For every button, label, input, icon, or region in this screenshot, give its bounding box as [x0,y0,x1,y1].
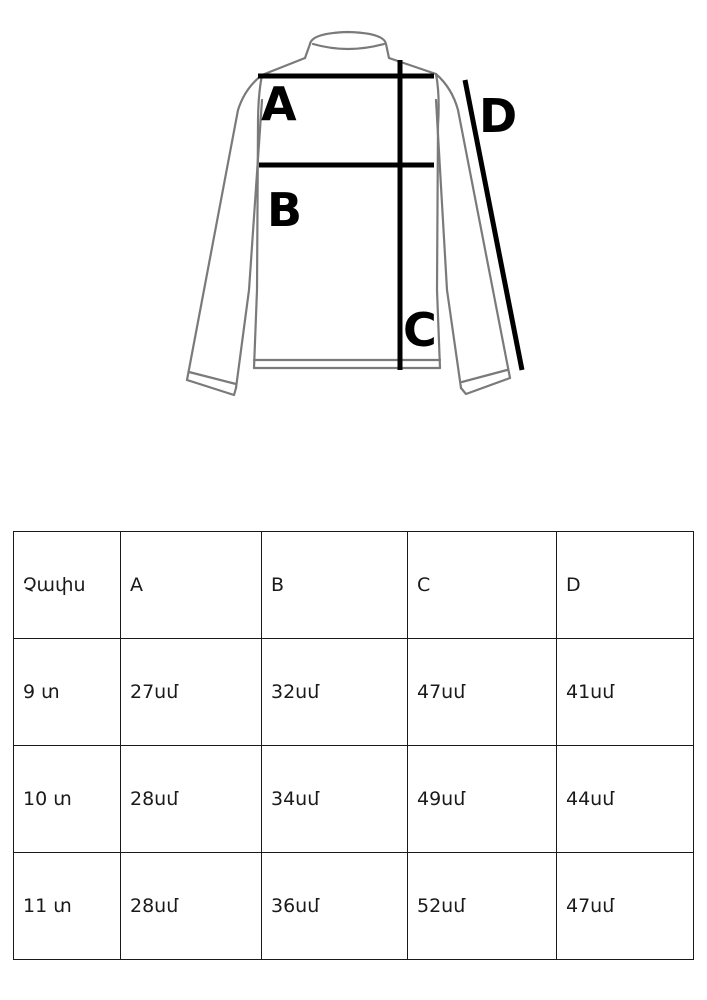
header-cell-c: C [408,532,557,639]
table-cell-a: 28սմ [121,746,262,853]
sweater-measurement-diagram [0,0,707,430]
table-cell-c: 47սմ [408,639,557,746]
table-cell-a: 28սմ [121,853,262,960]
table-row [14,853,694,960]
table-cell-b: 34սմ [262,746,408,853]
label-a: A [261,77,297,131]
header-cell-d: D [557,532,694,639]
label-d: D [479,89,518,143]
table-row [14,746,694,853]
header-cell-size: Չափս [14,532,121,639]
sweater-outline [187,32,510,395]
sweater-drawing [0,0,707,430]
size-chart-table [13,531,694,960]
table-cell-b: 36սմ [262,853,408,960]
table-cell-c: 52սմ [408,853,557,960]
label-c: C [403,303,437,357]
table-cell-size: 9 տ [14,639,121,746]
table-cell-d: 47սմ [557,853,694,960]
table-cell-d: 41սմ [557,639,694,746]
table-row [14,639,694,746]
table-header-row [14,532,694,639]
table-cell-a: 27սմ [121,639,262,746]
table-cell-c: 49սմ [408,746,557,853]
table-cell-d: 44սմ [557,746,694,853]
left-sleeve-outline [187,75,262,380]
label-b: B [267,183,303,237]
table-cell-b: 32սմ [262,639,408,746]
header-cell-b: B [262,532,408,639]
table-cell-size: 11 տ [14,853,121,960]
table-cell-size: 10 տ [14,746,121,853]
header-cell-a: A [121,532,262,639]
